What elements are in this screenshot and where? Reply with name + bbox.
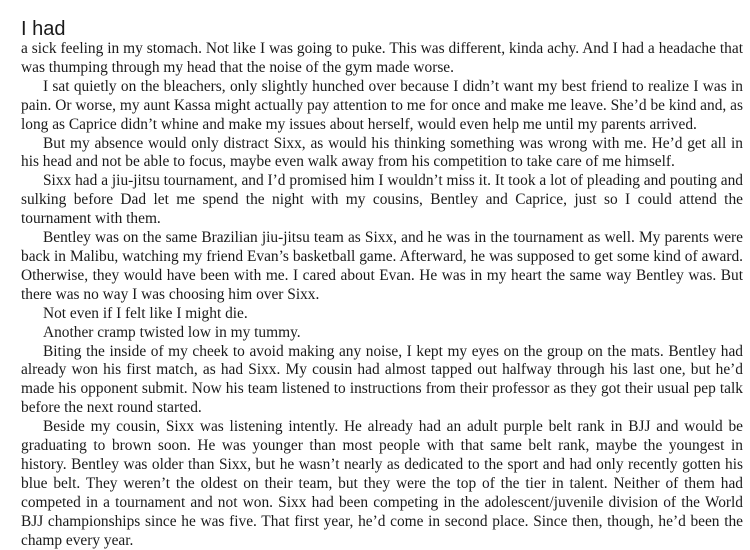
paragraph: Not even if I felt like I might die. bbox=[43, 304, 248, 322]
paragraph: But my absence would only distract Sixx, as would his thinking something was wrong with me. He’d get all in his head and not be able to focus, maybe even walk away from his competition to take care of me himself. bbox=[21, 134, 743, 171]
paragraph: Beside my cousin, Sixx was listening intently. He already had an adult purple belt rank in BJJ and would be graduating to brown soon. He was younger than most people with that same belt rank, maybe the youngest in history. Bentley was older than Sixx, but he wasn’t nearly as dedicated to the sport and had only recently gotten his blue belt. They weren’t the oldest on their team, but they were the top of the tier in talent. Neither of them had competed in a tournament and not won. Sixx had been competing in the adolescent/juvenile division of the World BJJ championships since he was five. That first year, he’d come in second place. Since then, though, he’d been the champ every year. bbox=[21, 418, 743, 549]
paragraph: I sat quietly on the bleachers, only slightly hunched over because I didn’t want my best friend to realize I was in pain. Or worse, my aunt Kassa might actually pay attention to me for once and make me leave. She’d be kind and, as long as Caprice didn’t whine and make my issues about herself, would even help me until my parents arrived. bbox=[21, 77, 743, 133]
paragraph: Bentley was on the same Brazilian jiu-jitsu team as Sixx, and he was in the tournament as well. My parents were back in Malibu, watching my friend Evan’s basketball game. Afterward, he was supposed to get some kind of award. Otherwise, they would have been with me. I cared about Evan. He was in my heart the same way Bentley was. But there was no way I was choosing him over Sixx. bbox=[21, 229, 743, 303]
paragraph: a sick feeling in my stomach. Not like I was going to puke. This was different, kinda achy. And I had a headache that was thumping through my head that the noise of the gym made worse. bbox=[21, 40, 743, 76]
paragraph: Another cramp twisted low in my tummy. bbox=[43, 323, 301, 341]
paragraph: Biting the inside of my cheek to avoid making any noise, I kept my eyes on the group on the mats. Bentley had already won his first match, as had Sixx. My cousin had almost tapped out halfway through his last one, but he’d made his opponent submit. Now his team listened to instructions from their professor as they got their usual pep talk before the next round started. bbox=[21, 342, 743, 417]
chapter-lead-in: I had bbox=[21, 18, 66, 40]
book-page bbox=[21, 18, 743, 550]
paragraph: Sixx had a jiu-jitsu tournament, and I’d promised him I wouldn’t miss it. It took a lot of pleading and pouting and sulking before Dad let me spend the night with my cousins, Bentley and Caprice, just so I could attend the tournament with them. bbox=[21, 172, 743, 228]
